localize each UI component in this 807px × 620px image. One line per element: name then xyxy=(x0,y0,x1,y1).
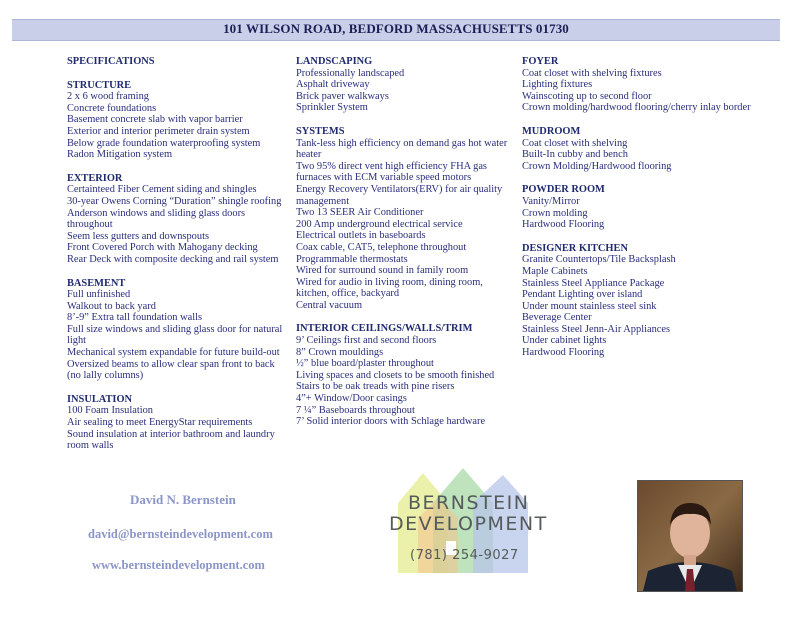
contact-email-link[interactable]: david@bernsteindevelopment.com xyxy=(88,527,273,541)
spec-section xyxy=(522,243,752,359)
spec-item: Tank-less high efficiency on demand gas hot water heater xyxy=(296,137,508,161)
spec-item: Stainless Steel Appliance Package xyxy=(522,277,665,289)
spec-item: Two 95% direct vent high efficiency FHA gas furnaces with ECM variable speed motors xyxy=(296,160,487,184)
spec-section xyxy=(296,56,511,114)
spec-item: Programmable thermostats xyxy=(296,253,408,265)
spec-item: Pendant Lighting over island xyxy=(522,289,643,301)
column-specifications-1 xyxy=(67,56,287,464)
spec-item: Maple Cabinets xyxy=(522,265,588,277)
spec-item: Stainless Steel Jenn-Air Appliances xyxy=(522,323,671,335)
spec-item: Hardwood Flooring xyxy=(522,219,605,231)
portrait-photo xyxy=(637,480,743,592)
spec-section xyxy=(296,323,511,427)
spec-section xyxy=(522,126,752,172)
logo-text-bernstein: BERNSTEIN xyxy=(408,492,530,514)
spec-item: Basement concrete slab with vapor barrier xyxy=(67,114,243,126)
spec-item: Under mount stainless steel sink xyxy=(522,300,657,312)
spec-item: Stairs to be oak treads with pine risers xyxy=(296,381,455,393)
spec-item: Anderson windows and sliding glass doors throughout xyxy=(67,207,246,231)
section-heading: FOYER xyxy=(522,56,559,67)
spec-item: Wired for audio in living room, dining room, kitchen, office, backyard xyxy=(296,276,483,300)
spec-item: Coat closet with shelving xyxy=(522,137,628,149)
spec-item: Below grade foundation waterproofing system xyxy=(67,137,261,149)
spec-item: Sprinkler System xyxy=(296,102,368,114)
spec-section xyxy=(67,80,287,161)
spec-section xyxy=(67,394,287,452)
section-heading: MUDROOM xyxy=(522,125,581,137)
spec-item: Under cabinet lights xyxy=(522,335,607,347)
spec-item: 2 x 6 wood framing xyxy=(67,91,149,103)
spec-item: Seem less gutters and downspouts xyxy=(67,230,209,242)
section-heading: DESIGNER KITCHEN xyxy=(522,242,628,254)
spec-item: Electrical outlets in baseboards xyxy=(296,230,426,242)
contact-website-link[interactable]: www.bernsteindevelopment.com xyxy=(92,558,265,572)
address-title: 101 WILSON ROAD, BEDFORD MASSACHUSETTS 01730 xyxy=(223,21,569,36)
spec-item: Crown Molding/Hardwood flooring xyxy=(522,160,672,172)
spec-item: Oversized beams to allow clear span front to back (no lally columns) xyxy=(67,358,275,382)
spec-item: Wired for surround sound in family room xyxy=(296,265,469,277)
spec-item: Front Covered Porch with Mahogany decking xyxy=(67,242,258,254)
section-heading: BASEMENT xyxy=(67,277,126,289)
spec-item: Asphalt driveway xyxy=(296,79,370,91)
spec-item: Granite Countertops/Tile Backsplash xyxy=(522,254,676,266)
spec-item: Lighting fixtures xyxy=(522,79,593,91)
spec-item: Built-In cubby and bench xyxy=(522,149,628,161)
spec-item: ½” blue board/plaster throughout xyxy=(296,358,434,370)
spec-item: Professionally landscaped xyxy=(296,67,405,79)
spec-item: Hardwood Flooring xyxy=(522,347,605,359)
spec-item: 4”+ Window/Door casings xyxy=(296,393,407,405)
logo-phone-number: (781) 254-9027 xyxy=(410,548,519,563)
spec-item: 100 Foam Insulation xyxy=(67,405,154,417)
spec-item: 8’-9” Extra tall foundation walls xyxy=(67,312,203,324)
spec-item: 30-year Owens Corning “Duration” shingle roofing xyxy=(67,195,282,207)
specifications-title: SPECIFICATIONS xyxy=(67,56,155,67)
spec-item: Living spaces and closets to be smooth finished xyxy=(296,369,495,381)
spec-item: Concrete foundations xyxy=(67,102,157,114)
spec-section xyxy=(67,173,287,266)
spec-section xyxy=(67,278,287,382)
spec-item: Coax cable, CAT5, telephone throughout xyxy=(296,241,467,253)
spec-item: 8” Crown mouldings xyxy=(296,346,384,358)
section-heading: INTERIOR CEILINGS/WALLS/TRIM xyxy=(296,323,473,335)
spec-item: Rear Deck with composite decking and rail system xyxy=(67,253,279,265)
spec-item: 7 ¼” Baseboards throughout xyxy=(296,404,415,416)
logo-text-development: DEVELOPMENT xyxy=(389,513,548,535)
section-heading: STRUCTURE xyxy=(67,79,132,91)
spec-item: 9’ Ceilings first and second floors xyxy=(296,335,437,347)
section-heading: SYSTEMS xyxy=(296,125,345,137)
column-specifications-3 xyxy=(522,56,752,371)
spec-item: Wainscoting up to second floor xyxy=(522,90,652,102)
spec-item: 7’ Solid interior doors with Schlage hardware xyxy=(296,416,486,428)
spec-item: Exterior and interior perimeter drain system xyxy=(67,125,250,137)
spec-item: Full unfinished xyxy=(67,289,131,301)
spec-item: Central vacuum xyxy=(296,299,363,311)
column-specifications-2 xyxy=(296,56,511,440)
spec-item: Radon Mitigation system xyxy=(67,149,173,161)
section-heading: EXTERIOR xyxy=(67,172,123,184)
spec-item: Crown molding xyxy=(522,207,588,219)
section-heading: POWDER ROOM xyxy=(522,184,605,196)
spec-item: Two 13 SEER Air Conditioner xyxy=(296,207,424,219)
spec-item: Sound insulation at interior bathroom and laundry room walls xyxy=(67,428,275,452)
spec-item: Walkout to back yard xyxy=(67,300,156,312)
spec-item: Energy Recovery Ventilators(ERV) for air quality management xyxy=(296,183,503,207)
section-heading: INSULATION xyxy=(67,393,133,405)
spec-section xyxy=(296,126,511,312)
spec-item: Crown molding/hardwood flooring/cherry inlay border xyxy=(522,102,751,114)
spec-item: Certainteed Fiber Cement siding and shingles xyxy=(67,184,257,196)
section-heading: LANDSCAPING xyxy=(296,56,373,67)
spec-section xyxy=(522,56,752,114)
spec-item: Vanity/Mirror xyxy=(522,195,580,207)
spec-section xyxy=(522,184,752,230)
spec-item: Brick paver walkways xyxy=(296,90,389,102)
spec-item: Coat closet with shelving fixtures xyxy=(522,67,662,79)
spec-item: Full size windows and sliding glass door for natural light xyxy=(67,323,283,347)
spec-item: Mechanical system expandable for future build-out xyxy=(67,347,280,359)
address-header-band xyxy=(12,19,780,41)
contact-name: David N. Bernstein xyxy=(130,492,236,507)
spec-item: 200 Amp underground electrical service xyxy=(296,218,463,230)
spec-item: Air sealing to meet EnergyStar requirements xyxy=(67,417,253,429)
spec-item: Beverage Center xyxy=(522,312,592,324)
